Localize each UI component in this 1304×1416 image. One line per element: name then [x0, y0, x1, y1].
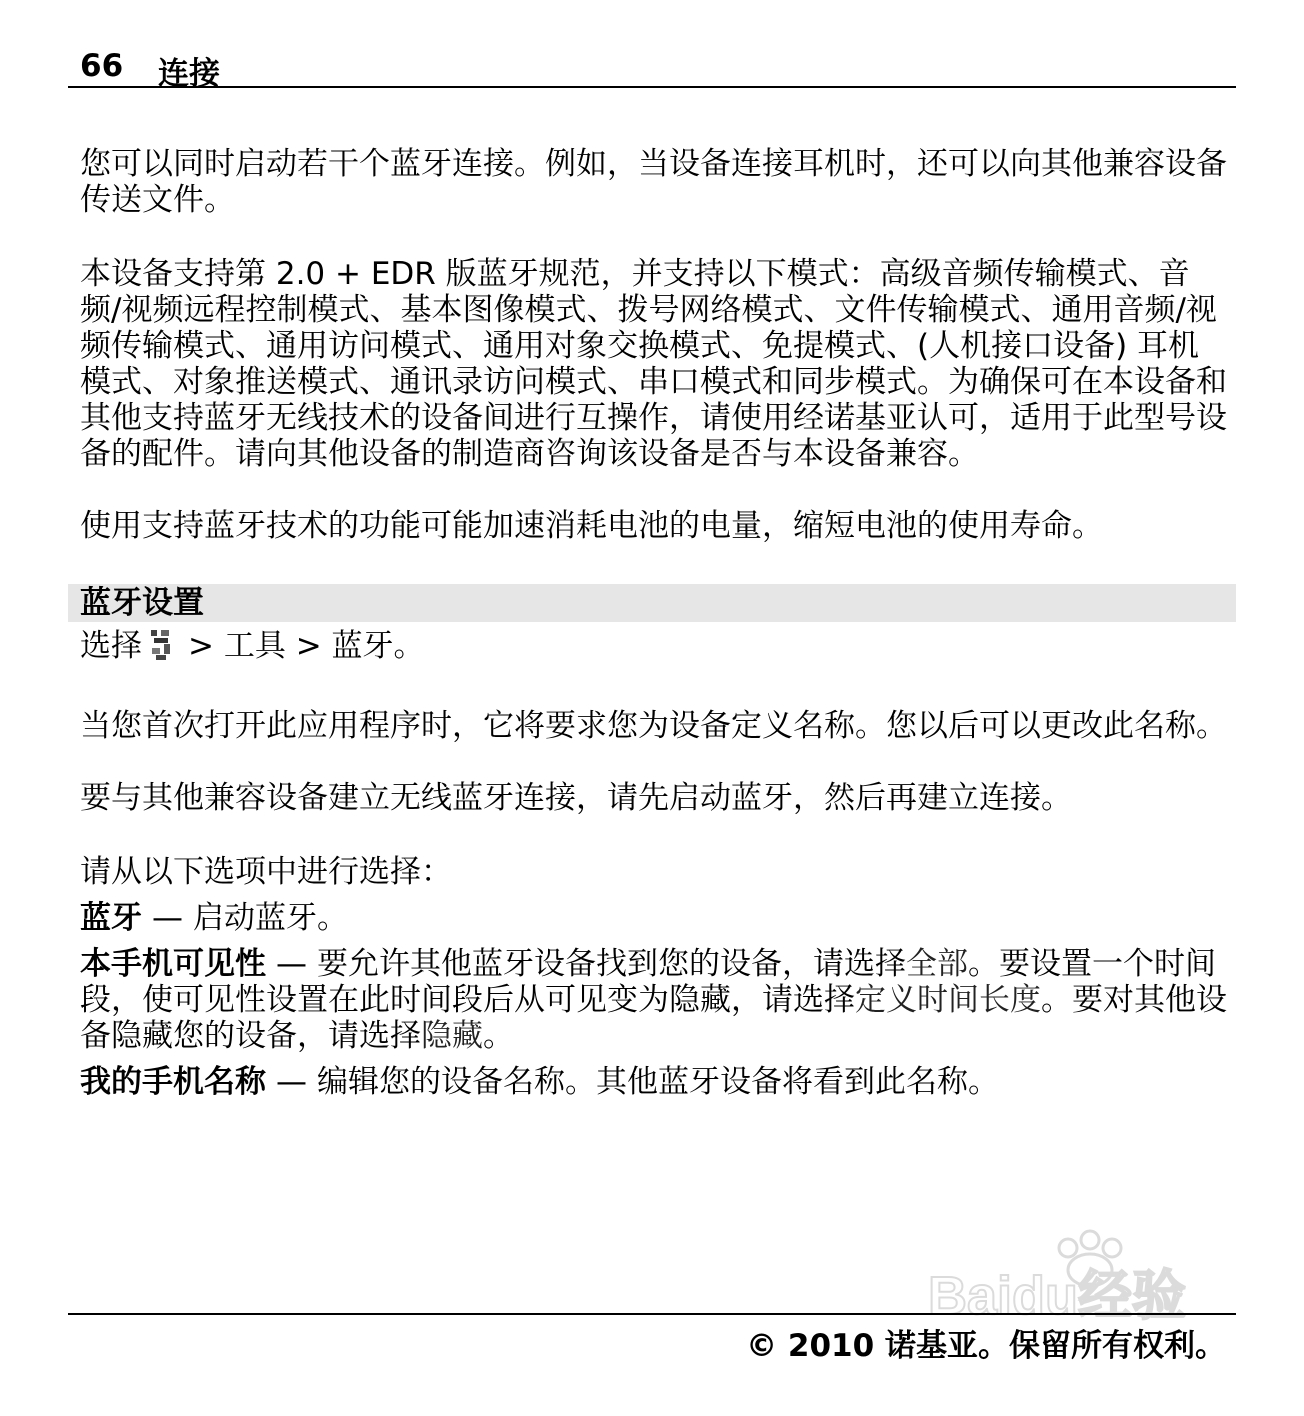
- menu-path: [80, 628, 1228, 670]
- option-visibility-desc-c: 。要对其他设备隐藏您的设备，请选择: [80, 982, 1227, 1054]
- option-bluetooth: [80, 900, 1228, 936]
- select-prefix: 选择: [80, 628, 142, 664]
- option-visibility-desc-d: 。: [483, 1018, 514, 1054]
- option-phone-name-term: 我的手机名称: [80, 1064, 266, 1100]
- paragraph-define-name: 当您首次打开此应用程序时，它将要求您为设备定义名称。您以后可以更改此名称。: [80, 708, 1227, 744]
- chapter-title: 连接: [158, 56, 220, 92]
- dash: —: [276, 946, 307, 982]
- paragraph-options-intro: 请从以下选项中进行选择：: [80, 854, 452, 890]
- watermark-text: Baidu经验: [928, 1266, 1187, 1326]
- dash: —: [152, 900, 183, 936]
- dash: —: [276, 1064, 307, 1100]
- option-visibility: [80, 946, 1228, 1054]
- menu-path-bluetooth: > 蓝牙。: [295, 628, 425, 664]
- paragraph-profiles: 本设备支持第 2.0 + EDR 版蓝牙规范，并支持以下模式：高级音频传输模式、音频/视频远程控制模式、基本图像模式、拨号网络模式、文件传输模式、通用音频/视频传输模式、通用访问模式、通用对象交换模式、免提模式、(人机接口设备) 耳机模式、对象推送模式、通讯录访问模式、串口模式和同步模式。为确保可在本设备和其他支持蓝牙无线技术的设备间进行互操作，请使用经诺基亚认可，适用于此型号设备的配件。请向其他设备的制造商咨询该设备是否与本设备兼容。: [80, 256, 1227, 472]
- page-content: [80, 146, 1228, 1110]
- option-visibility-term: 本手机可见性: [80, 946, 266, 982]
- option-bluetooth-desc: 启动蓝牙。: [193, 900, 348, 936]
- option-phone-name: [80, 1064, 1228, 1100]
- option-phone-name-desc: 编辑您的设备名称。其他蓝牙设备将看到此名称。: [317, 1064, 999, 1100]
- menu-path-tools: > 工具: [188, 628, 286, 664]
- option-visibility-all: 全部: [906, 946, 968, 982]
- option-bluetooth-term: 蓝牙: [80, 900, 142, 936]
- footer-copyright: © 2010 诺基亚。保留所有权利。: [746, 1328, 1226, 1364]
- menu-app-icon: [148, 628, 174, 670]
- option-visibility-define: 定义时间长度: [855, 982, 1041, 1018]
- option-visibility-desc-a: 要允许其他蓝牙设备找到您的设备，请选择: [317, 946, 906, 982]
- paragraph-connect: 要与其他兼容设备建立无线蓝牙连接，请先启动蓝牙，然后再建立连接。: [80, 780, 1072, 816]
- page-number: 66: [80, 48, 124, 84]
- section-heading: 蓝牙设置: [68, 584, 1236, 622]
- option-visibility-desc-b: 。要设置一个时间段，使可见性设置在此时间段后从可见变为隐藏，请选择: [80, 946, 1216, 1018]
- page-header: [68, 46, 1236, 92]
- paragraph-battery: 使用支持蓝牙技术的功能可能加速消耗电池的电量，缩短电池的使用寿命。: [80, 508, 1103, 544]
- option-visibility-hidden: 隐藏: [421, 1018, 483, 1054]
- footer-rule: [68, 1313, 1236, 1315]
- paragraph-intro: 您可以同时启动若干个蓝牙连接。例如，当设备连接耳机时，还可以向其他兼容设备传送文件。: [80, 146, 1227, 218]
